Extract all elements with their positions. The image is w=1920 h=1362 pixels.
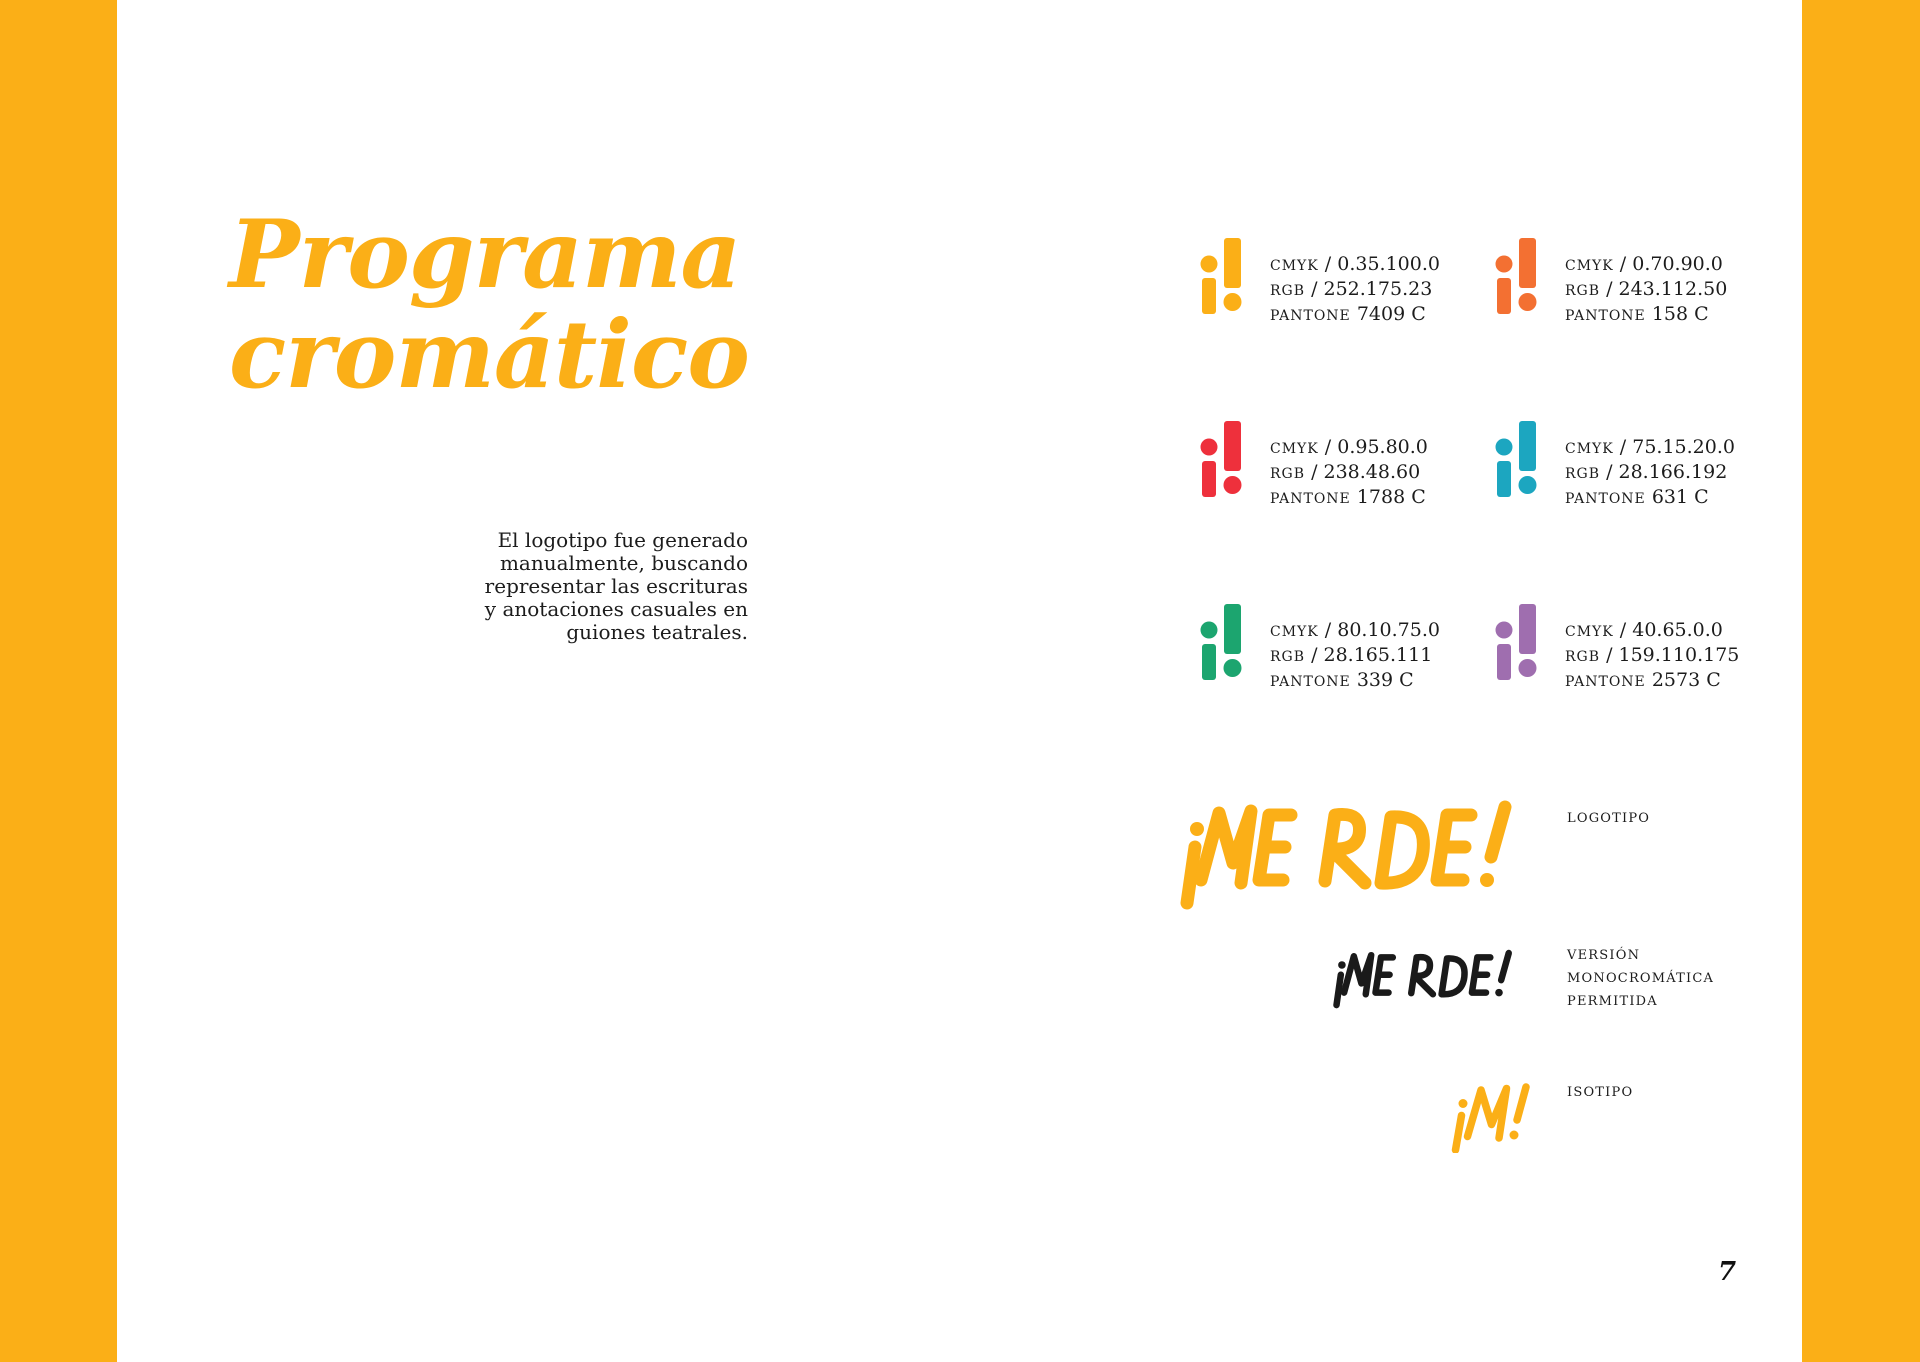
rgb-spec-label: RGB — [1565, 649, 1601, 665]
exclamation-icon — [1200, 234, 1250, 318]
rgb-spec-label: RGB — [1270, 649, 1306, 665]
logotype-dot-bottom — [1480, 873, 1494, 887]
title-line-2: cromático — [229, 300, 749, 410]
exclamation-icon — [1200, 600, 1250, 684]
swatch-specs — [1270, 436, 1428, 511]
rgb-spec — [1270, 278, 1440, 303]
mono-dot-top — [1338, 961, 1346, 969]
pantone-spec-label: PANTONE — [1565, 308, 1646, 324]
pantone-spec — [1565, 669, 1739, 694]
cmyk-spec — [1270, 253, 1440, 278]
pantone-spec — [1270, 303, 1440, 328]
cmyk-spec-label: CMYK — [1270, 624, 1319, 640]
isotype-strokes — [1456, 1087, 1527, 1150]
pantone-spec — [1270, 486, 1428, 511]
rgb-spec — [1565, 278, 1727, 303]
page-title — [229, 200, 749, 410]
rgb-spec-value: / 243.112.50 — [1606, 278, 1728, 300]
cmyk-spec — [1565, 253, 1727, 278]
isotype-dot-top — [1459, 1099, 1468, 1108]
logotype-label: LOGOTIPO — [1567, 811, 1651, 826]
pantone-spec-value: 158 C — [1651, 303, 1709, 325]
cmyk-spec-value: / 0.35.100.0 — [1324, 253, 1440, 275]
rgb-spec-label: RGB — [1565, 466, 1601, 482]
cmyk-spec-label: CMYK — [1270, 441, 1319, 457]
color-swatch — [1495, 417, 1775, 508]
exclamation-icon — [1495, 600, 1545, 684]
page-number: 7 — [1718, 1257, 1737, 1287]
cmyk-spec-value: / 0.70.90.0 — [1619, 253, 1723, 275]
pantone-spec-value: 631 C — [1651, 486, 1709, 508]
rgb-spec-label: RGB — [1270, 466, 1306, 482]
cmyk-spec — [1565, 619, 1739, 644]
intro-line: guiones teatrales. — [566, 620, 748, 644]
cmyk-spec — [1270, 436, 1428, 461]
pantone-spec-label: PANTONE — [1270, 674, 1351, 690]
pantone-spec-label: PANTONE — [1565, 491, 1646, 507]
rgb-spec — [1565, 461, 1735, 486]
logotype-strokes — [1187, 807, 1505, 903]
intro-line: y anotaciones casuales en — [484, 597, 748, 621]
rgb-spec — [1270, 644, 1440, 669]
mono-logotype-label — [1567, 944, 1714, 1013]
cmyk-spec — [1565, 436, 1735, 461]
swatch-specs — [1565, 436, 1735, 511]
swatch-specs — [1270, 253, 1440, 328]
cmyk-spec — [1270, 619, 1440, 644]
title-line-1: Programa — [229, 200, 741, 310]
mono-dot-bottom — [1495, 989, 1503, 997]
pantone-spec-label: PANTONE — [1270, 491, 1351, 507]
intro-paragraph — [428, 529, 748, 644]
cmyk-spec-value: / 80.10.75.0 — [1324, 619, 1440, 641]
isotype-dot-bottom — [1510, 1131, 1519, 1140]
swatch-specs — [1565, 619, 1739, 694]
pantone-spec-value: 2573 C — [1651, 669, 1721, 691]
color-swatch — [1200, 234, 1480, 325]
swatch-specs — [1565, 253, 1727, 328]
pantone-spec — [1565, 486, 1735, 511]
pantone-spec-value: 1788 C — [1356, 486, 1426, 508]
rgb-spec-value: / 238.48.60 — [1311, 461, 1421, 483]
m-isotype — [1448, 1078, 1538, 1153]
cmyk-spec-value: / 75.15.20.0 — [1619, 436, 1735, 458]
rgb-spec-value: / 28.165.111 — [1311, 644, 1433, 666]
intro-line: El logotipo fue generado — [497, 528, 748, 552]
rgb-spec — [1270, 461, 1428, 486]
exclamation-icon — [1200, 417, 1250, 501]
right-margin-band — [1802, 0, 1920, 1362]
exclamation-icon — [1495, 234, 1545, 318]
pantone-spec — [1565, 303, 1727, 328]
logotype-dot-top — [1190, 822, 1204, 836]
color-swatch — [1495, 600, 1775, 691]
merde-mono-logotype — [1330, 940, 1525, 1010]
rgb-spec-label: RGB — [1270, 283, 1306, 299]
cmyk-spec-label: CMYK — [1565, 624, 1614, 640]
swatch-specs — [1270, 619, 1440, 694]
exclamation-icon — [1495, 417, 1545, 501]
left-margin-band — [0, 0, 117, 1362]
merde-logotype — [1175, 785, 1535, 910]
mono-label-line: VERSIÓN — [1567, 948, 1641, 963]
rgb-spec-value: / 252.175.23 — [1311, 278, 1433, 300]
pantone-spec-value: 7409 C — [1356, 303, 1426, 325]
color-swatch — [1200, 417, 1480, 508]
mono-strokes — [1337, 953, 1509, 1005]
cmyk-spec-value: / 0.95.80.0 — [1324, 436, 1428, 458]
rgb-spec-value: / 28.166.192 — [1606, 461, 1728, 483]
mono-label-line: PERMITIDA — [1567, 994, 1658, 1009]
rgb-spec — [1565, 644, 1739, 669]
intro-line: manualmente, buscando — [499, 551, 748, 575]
rgb-spec-label: RGB — [1565, 283, 1601, 299]
cmyk-spec-label: CMYK — [1565, 258, 1614, 274]
color-swatch — [1200, 600, 1480, 691]
cmyk-spec-label: CMYK — [1565, 441, 1614, 457]
pantone-spec-value: 339 C — [1356, 669, 1414, 691]
color-swatch — [1495, 234, 1775, 325]
isotype-label: ISOTIPO — [1567, 1085, 1634, 1100]
mono-label-line: MONOCROMÁTICA — [1567, 971, 1715, 986]
cmyk-spec-value: / 40.65.0.0 — [1619, 619, 1723, 641]
pantone-spec-label: PANTONE — [1565, 674, 1646, 690]
pantone-spec — [1270, 669, 1440, 694]
pantone-spec-label: PANTONE — [1270, 308, 1351, 324]
intro-line: representar las escrituras — [484, 574, 748, 598]
cmyk-spec-label: CMYK — [1270, 258, 1319, 274]
rgb-spec-value: / 159.110.175 — [1606, 644, 1740, 666]
